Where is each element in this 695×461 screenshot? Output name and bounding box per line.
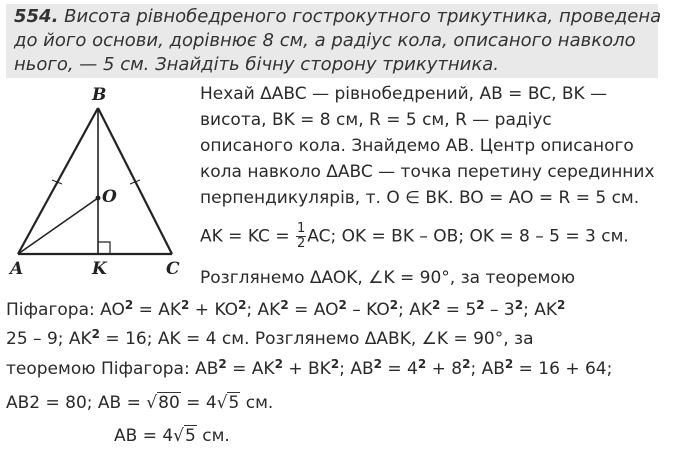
solution-line-6: AK = KC = $\frac{1}{2}$ AC; OK = BK – OB; OK = 8 – 5 = 3 см.: [200, 221, 629, 251]
radius-ao: [18, 198, 98, 254]
sqrt-80: √80: [146, 393, 180, 413]
solution-line-8: Піфагора: $AO^2 = AK^2 + KO^2$; $AK^2 = AO^2 - KO^2$; $AK^2 = 5^2 - 3^2$; $AK^2$: [6, 298, 566, 320]
solution-line-9: 25 – 9; $AK^2 = 16$; AK = 4 см. Розглянемо ΔABK, ∠K = 90°, за: [6, 327, 534, 349]
problem-line-2: до його основи, дорівнює 8 см, а радіус кола, описаного навколо: [14, 30, 636, 51]
triangle-figure: [6, 82, 196, 282]
solution-line-2: висота, BK = 8 см, R = 5 см, R — радіус: [200, 110, 552, 130]
sqrt-5-answer: √5: [173, 426, 196, 446]
label-k: K: [92, 259, 107, 279]
solution-line-11: AB2 = 80; AB = √80 = 4√5 см.: [6, 393, 274, 413]
sqrt-5: √5: [216, 393, 240, 413]
side-bc: [98, 108, 172, 254]
label-c: C: [166, 259, 180, 279]
problem-line-3: нього, — 5 см. Знайдіть бічну сторону трикутника.: [14, 54, 499, 75]
answer-line: AB = 4√5 см.: [114, 426, 230, 446]
solution-line-3: описаного кола. Знайдемо AB. Центр описаного: [200, 136, 634, 156]
fraction-one-half: $\frac{1}{2}$: [296, 221, 306, 251]
solution-line-4: кола навколо ΔABC — точка перетину серединних: [200, 162, 655, 182]
solution-line-5: перпендикулярів, т. O ∈ BK. BO = AO = R = 5 см.: [200, 188, 640, 208]
point-o: [96, 196, 101, 201]
label-o: O: [102, 187, 117, 207]
side-ab: [18, 108, 98, 254]
solution-line-10: теоремою Піфагора: $AB^2 = AK^2 + BK^2$; $AB^2 = 4^2 + 8^2$; $AB^2 = 16 + 64$;: [6, 357, 613, 379]
problem-number: 554.: [14, 6, 59, 27]
problem-statement: [6, 4, 662, 78]
label-b: B: [92, 85, 107, 105]
solution-line-1: Нехай ΔABC — рівнобедрений, AB = BC, BK —: [200, 84, 608, 104]
right-angle-mark: [98, 242, 110, 254]
solution-line-7: Розглянемо ΔAOK, ∠K = 90°, за теоремою: [200, 268, 576, 288]
label-a: A: [10, 259, 24, 279]
problem-line-1: 554. Висота рівнобедреного гострокутного трикутника, проведена: [14, 6, 662, 27]
